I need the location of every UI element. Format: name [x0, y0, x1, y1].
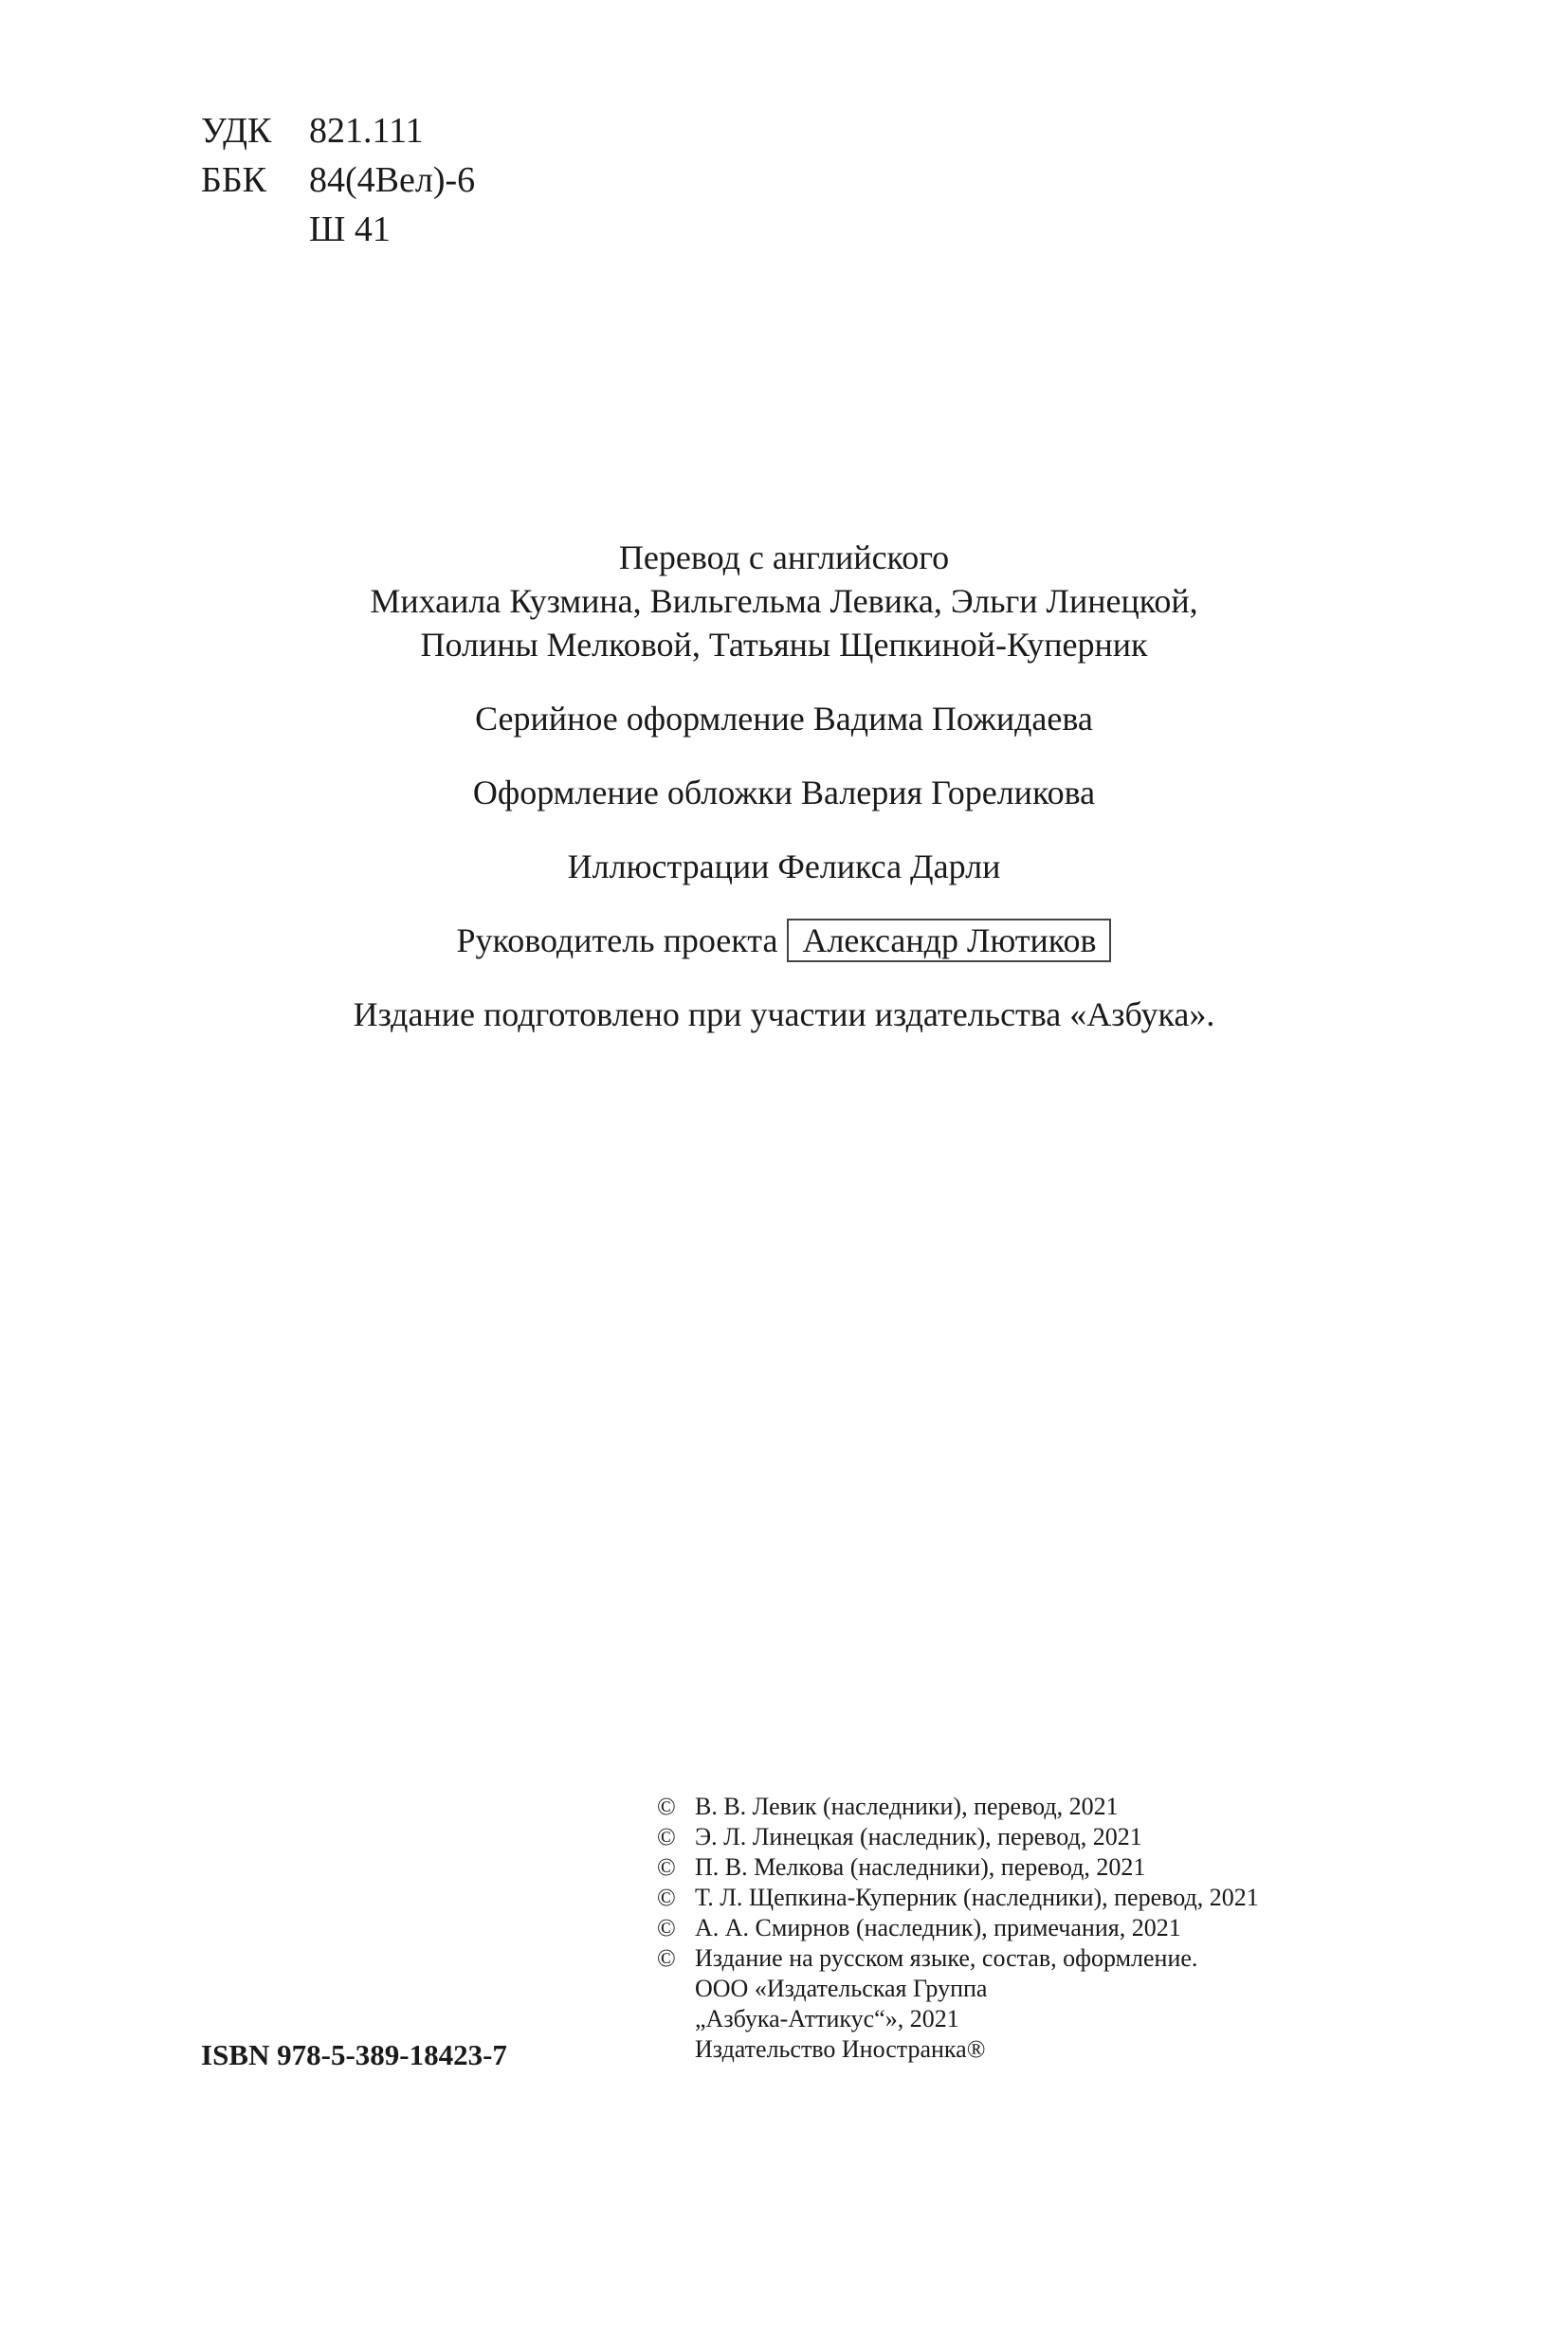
copyright-item: [657, 1913, 1415, 1943]
copyright-text: [695, 1852, 1145, 1883]
copyright-item: [657, 1852, 1415, 1883]
author-sign-value: Ш 41: [309, 210, 391, 249]
copyright-item: [657, 1792, 1415, 1822]
copyright-text-line: Издание на русском языке, состав, оформление.: [695, 1944, 1198, 1972]
copyright-text-line: В. В. Левик (наследники), перевод, 2021: [695, 1793, 1119, 1820]
copyright-symbol: ©: [657, 1853, 676, 1881]
copyright-text: [695, 1943, 1197, 2065]
copyright-text: [695, 1883, 1259, 1913]
project-manager-line: [0, 919, 1568, 962]
copyright-item: [657, 1822, 1415, 1852]
copyright-text-line: „Азбука-Аттикус“», 2021: [695, 2005, 959, 2032]
publisher-note: Издание подготовлено при участии издательства «Азбука».: [353, 995, 1215, 1033]
copyright-symbol: ©: [657, 1884, 676, 1911]
udk-label: УДК: [201, 111, 272, 151]
bbk-label: ББК: [201, 160, 266, 200]
translation-heading: Перевод с английского: [618, 538, 950, 576]
copyright-symbol: ©: [657, 1793, 676, 1820]
copyright-text-line: Издательство Иностранка®: [695, 2035, 986, 2063]
copyright-text-line: Э. Л. Линецкая (наследник), перевод, 2021: [695, 1823, 1142, 1850]
copyright-text-line: П. В. Мелкова (наследники), перевод, 2021: [695, 1853, 1146, 1881]
translators-line-1: Михаила Кузмина, Вильгельма Левика, Эльги Линецкой,: [370, 582, 1198, 620]
translators-line-2: Полины Мелковой, Татьяны Щепкиной-Куперник: [420, 626, 1148, 664]
udk-value: 821.111: [309, 111, 424, 151]
copyright-text: [695, 1913, 1181, 1943]
author-sign-row: [201, 205, 475, 254]
copyright-symbol: ©: [657, 1944, 676, 1972]
cover-design-credit: Оформление обложки Валерия Гореликова: [472, 774, 1096, 811]
copyright-text: [695, 1792, 1119, 1822]
copyright-text-line: Т. Л. Щепкина-Куперник (наследники), перевод, 2021: [695, 1884, 1259, 1911]
project-manager-name: Александр Лютиков: [787, 919, 1111, 962]
copyright-text-line: А. А. Смирнов (наследник), примечания, 2021: [695, 1914, 1181, 1941]
project-manager-label: Руководитель проекта: [456, 921, 778, 959]
bbk-row: [201, 155, 475, 205]
classification-codes: [201, 106, 475, 254]
author-sign-label: [201, 205, 309, 254]
copyright-item: [657, 1943, 1415, 2065]
series-design-credit: Серийное оформление Вадима Пожидаева: [475, 700, 1093, 738]
copyright-text: [695, 1822, 1142, 1852]
copyright-item: [657, 1883, 1415, 1913]
credits-block: [0, 536, 1568, 1036]
copyright-symbol: ©: [657, 1823, 676, 1850]
illustrations-credit: Иллюстрации Феликса Дарли: [567, 847, 1001, 885]
bbk-value: 84(4Вел)-6: [309, 160, 476, 200]
copyright-symbol: ©: [657, 1914, 676, 1941]
udk-row: [201, 106, 475, 155]
isbn: ISBN 978-5-389-18423-7: [201, 2038, 507, 2071]
copyright-block: [657, 1792, 1415, 2065]
copyright-text-line: ООО «Издательская Группа: [695, 1975, 988, 2002]
